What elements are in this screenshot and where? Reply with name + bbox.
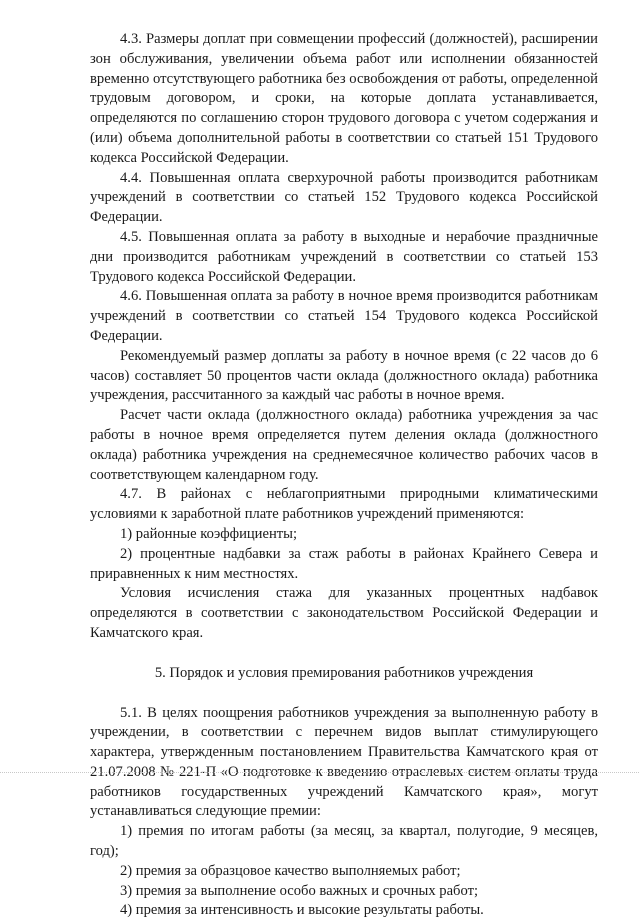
paragraph-4-6: 4.6. Повышенная оплата за работу в ночное время производится работникам учреждений в соответствии со статьей 154 Трудового кодекса Российской Федерации. [90, 288, 598, 344]
section-heading: 5. Порядок и условия премирования работников учреждения [154, 664, 534, 681]
scan-fold-line [0, 772, 639, 773]
paragraph-5-1: 5.1. В целях поощрения работников учреждения за выполненную работу в учреждении, в соответствии с перечнем видов выплат стимулирующего характера, утвержденным постановлением Правительства Камчатского края от 21.07.2008 № 221-П «О подготовке к введению отраслевых систем оплаты труда работников государственных учреждений Камчатского края», могут устанавливаться следующие премии: [90, 704, 598, 820]
paragraph-4-4: 4.4. Повышенная оплата сверхурочной работы производится работникам учреждений в соответствии со статьей 152 Трудового кодекса Российской Федерации. [90, 169, 598, 226]
paragraph-4-3: 4.3. Размеры доплат при совмещении профессий (должностей), расширении зон обслуживания, увеличении объема работ или исполнении обязанностей временно отсутствующего работника без освобождения от работы, определенной трудовым договором, и сроки, на которые доплата устанавливается, определяются по соглашению сторон трудового договора с учетом содержания и (или) объема дополнительной работы в соответствии со статьей 151 Трудового кодекса Российской Федерации. [90, 31, 598, 166]
list-item-bonus-urgent: 3) премия за выполнение особо важных и срочных работ; [120, 882, 479, 899]
paragraph-4-5: 4.5. Повышенная оплата за работу в выходные и нерабочие праздничные дни производится работникам учреждений в соответствии со статьей 153 Трудового кодекса Российской Федерации. [90, 228, 598, 285]
list-item-bonus-results: 1) премия по итогам работы (за месяц, за квартал, полугодие, 9 месяцев, год); [90, 823, 598, 860]
paragraph-4-7: 4.7. В районах с неблагоприятными природными климатическими условиями к заработной плате работников учреждений применяются: [90, 486, 598, 523]
paragraph-seniority-conditions: Условия исчисления стажа для указанных процентных надбавок определяются в соответствии с законодательством Российской Федерации и Камчатского края. [90, 585, 598, 641]
paragraph-hourly-calc: Расчет части оклада (должностного оклада) работника учреждения за час работы в ночное время определяется путем деления оклада (должностного оклада) работника учреждения на среднемесячное количество рабочих часов в соответствующем календарном году. [90, 407, 598, 483]
list-item-north-allowances: 2) процентные надбавки за стаж работы в районах Крайнего Севера и приравненных к ним местностях. [90, 545, 598, 582]
paragraph-night-rate: Рекомендуемый размер доплаты за работу в ночное время (с 22 часов до 6 часов) составляет 50 процентов части оклада (должностного оклада) работника учреждения, рассчитанного за каждый час работы в ночное время. [90, 347, 598, 404]
document-page [90, 30, 598, 921]
list-item-bonus-intensity: 4) премия за интенсивность и высокие результаты работы. [120, 902, 484, 919]
list-item-regional-coefficients: 1) районные коэффициенты; [120, 525, 298, 542]
list-item-bonus-quality: 2) премия за образцовое качество выполняемых работ; [120, 862, 461, 879]
